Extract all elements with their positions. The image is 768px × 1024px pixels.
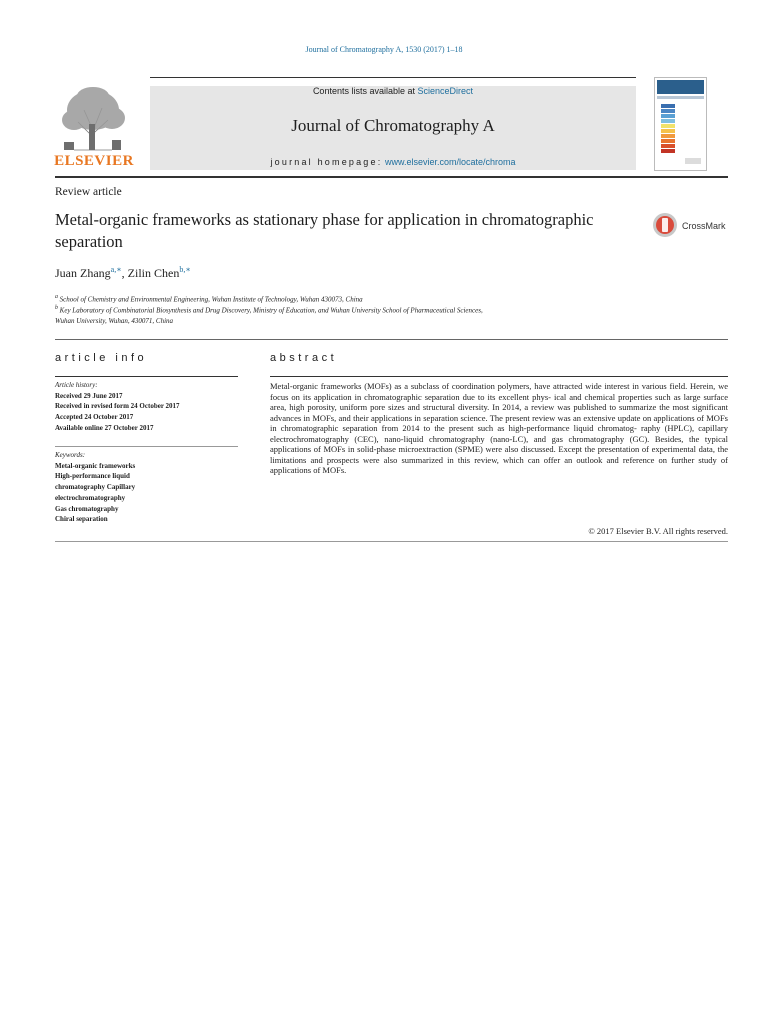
article-info-rule	[55, 376, 238, 377]
affiliation-text: School of Chemistry and Environmental Engineering, Wuhan Institute of Technology, Wuhan 430073, China	[59, 295, 363, 304]
abstract-heading: abstract	[270, 352, 338, 364]
history-item: Received in revised form 24 October 2017	[55, 402, 180, 411]
crossmark-badge[interactable]	[652, 210, 732, 240]
article-history	[55, 380, 180, 434]
history-label: Article history:	[55, 381, 98, 389]
abstract-rule	[270, 376, 728, 377]
article-title: Metal-organic frameworks as stationary phase for application in chromatographic separation	[55, 210, 594, 251]
homepage-line	[150, 157, 636, 167]
abstract-bottom-rule	[55, 541, 728, 542]
author-name[interactable]: Zilin Chen	[127, 266, 180, 280]
sciencedirect-link[interactable]: ScienceDirect	[417, 86, 474, 96]
publisher-wordmark: ELSEVIER	[54, 153, 134, 169]
affiliation-text: Key Laboratory of Combinatorial Biosynthesis and Drug Discovery, Ministry of Education, and Wuhan University School of Pharmaceutical Sciences,	[59, 306, 483, 315]
keyword-item: chromatography Capillary	[55, 483, 136, 492]
contents-line	[150, 86, 636, 96]
affiliation-b	[55, 303, 655, 327]
article-type: Review article	[55, 186, 122, 198]
affiliation-mark: a	[55, 294, 58, 300]
crossmark-label: CrossMark	[682, 221, 726, 231]
author-marks[interactable]: a,∗	[110, 265, 122, 274]
section-rule	[55, 339, 728, 340]
affiliation-text-cont: Wuhan University, Wuhan, 430071, China	[55, 317, 174, 326]
keyword-item: Metal-organic frameworks	[55, 461, 136, 470]
journal-citation[interactable]: Journal of Chromatography A, 1530 (2017) 1–18	[305, 45, 463, 54]
author-name[interactable]: Juan Zhang	[55, 266, 111, 280]
keywords-block	[55, 450, 135, 525]
keyword-item: Gas chromatography	[55, 504, 119, 513]
abstract-text: Metal-organic frameworks (MOFs) as a subclass of coordination polymers, have attracted wide interest in various field. Herein, we focus on its application in chromatographic separation due to its excellent phys- ical and chemical properties such as large surface area, high porosity, uniform pore sizes and structural diversity. In 2014, a review was published to summarize the most significant advances in MOFs, and their applications in separation science. The present review was an extensive update on applications of MOFs in chromatographic separation from 2014 to the present such as high-performance liquid chromatog- raphy (HPLC), capillary electrochromatography (CEC), nano-liquid chromatography (nano-LC), and gas chromatography (GC). Besides, the typical applications of MOFs in solid-phase microextraction (SPME) were also discussed. Except the presentation of experimental data, the limitations and prospects were also summarized in this review, which can offer an outlook and reference on further study of applications of MOFs.	[270, 381, 728, 475]
header-bottom-rule	[55, 176, 728, 178]
keywords-rule	[55, 446, 238, 447]
keyword-item: Chiral separation	[55, 515, 108, 524]
header-top-rule	[150, 77, 636, 78]
history-item: Accepted 24 October 2017	[55, 413, 134, 422]
author-list: Juan Zhang$^{a,∗}$, Zilin Chen$^{b,∗}$	[55, 265, 191, 280]
keyword-item: High-performance liquid	[55, 472, 130, 481]
affiliation-mark: b	[55, 305, 58, 311]
history-item: Available online 27 October 2017	[55, 423, 154, 432]
keywords-label: Keywords:	[55, 451, 86, 459]
journal-name[interactable]: Journal of Chromatography A	[291, 116, 495, 135]
homepage-link[interactable]: www.elsevier.com/locate/chroma	[384, 157, 516, 167]
journal-cover-thumbnail[interactable]	[654, 77, 707, 171]
homepage-prefix: journal homepage:	[270, 157, 383, 167]
author-marks[interactable]: b,∗	[179, 265, 191, 274]
copyright-notice: © 2017 Elsevier B.V. All rights reserved.	[588, 526, 728, 536]
article-info-heading: article info	[55, 352, 148, 364]
contents-prefix: Contents lists available at	[312, 86, 415, 96]
history-item: Received 29 June 2017	[55, 391, 123, 400]
keyword-item: electrochromatography	[55, 493, 126, 502]
